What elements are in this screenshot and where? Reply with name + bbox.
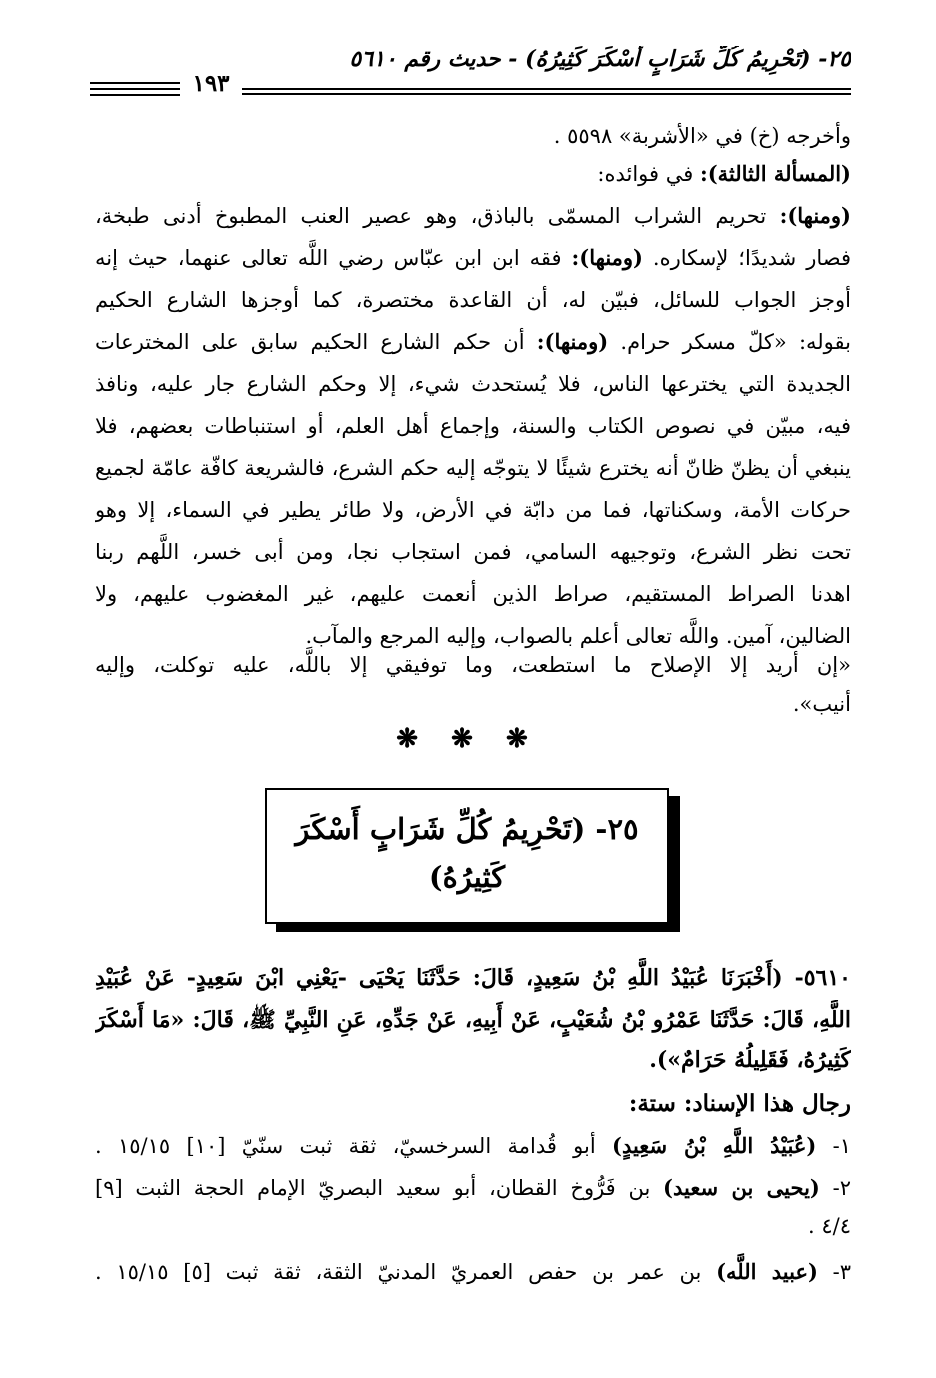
body-line: الجديدة التي يخترعها الناس، فلا يُستحدث شيء، إلا وحكم الشارع جار عليه، ونافذ <box>95 372 851 396</box>
narrator-name: (عُبَيْدُ اللَّهِ بْنُ سَعِيدٍ) <box>612 1133 817 1158</box>
narrator-details: بن فَرُّوخ القطان، أبو سعيد البصريّ الإمام الحجة الثبت [٩] <box>95 1176 664 1200</box>
body-line <box>95 154 851 194</box>
narrator-line <box>95 1252 851 1292</box>
body-line: أنيب». <box>792 692 851 716</box>
body-line: الضالين، آمين. واللَّه تعالى أعلم بالصواب، وإليه المرجع والمآب. <box>305 624 851 648</box>
narrator-name: (يحيى بن سعيد) <box>663 1175 820 1200</box>
body-text: فصار شديدًا؛ لإسكاره. <box>642 246 851 270</box>
body-line: حركات الأمة، وسكناتها، فما من دابّة في الأرض، ولا طائر يطير في السماء، إلا وهو <box>95 498 851 522</box>
narrator-number: ٣- <box>817 1260 851 1284</box>
page-number: ١٩٣ <box>192 70 230 97</box>
narrator-line <box>95 1168 851 1208</box>
body-line <box>95 196 851 236</box>
body-line <box>95 322 851 362</box>
body-text: أن حكم الشارع الحكيم سابق على المخترعات <box>95 330 537 354</box>
page-number-rule <box>90 88 180 90</box>
body-text: في فوائده: <box>597 162 700 186</box>
narrator-number: ١- <box>816 1134 851 1158</box>
hadith-line: اللَّهِ، قَالَ: حَدَّثَنَا عَمْرُو بْنُ شُعَيْبٍ، عَنْ أَبِيهِ، عَنْ جَدِّهِ، عَنِ النَّبِيِّ ﷺ، قَالَ: «مَا أَسْكَرَ <box>95 1007 851 1033</box>
header-rule <box>242 88 851 90</box>
hadith-line: كَثِيرُهُ، فَقَلِيلُهُ حَرَامٌ»). <box>649 1047 851 1073</box>
body-line: اهدنا الصراط المستقيم، صراط الذين أنعمت عليهم، غير المغضوب عليهم، ولا <box>95 582 851 606</box>
narrator-details: أبو قُدامة السرخسيّ، ثقة ثبت سنّيّ [١٠] ١٥/١٥ . <box>95 1134 613 1158</box>
page-number-rule <box>90 94 180 96</box>
body-line <box>95 238 851 278</box>
body-line: «إن أريد إلا الإصلاح ما استطعت، وما توفيقي إلا باللَّه، عليه توكلت، وإليه <box>95 653 851 677</box>
chapter-title-line: كَثِيرُهُ) <box>428 860 506 894</box>
body-text: فقه ابن ابن عبّاس رضي اللَّه تعالى عنهما، حيث إنه <box>95 246 572 270</box>
issue-heading: (المسألة الثالثة): <box>699 161 851 186</box>
running-header: ٢٥- (تَحْرِيمُ كُلِّ شَرَابٍ أَسْكَرَ كَثِيرُهُ) - حديث رقم ٥٦١٠ <box>349 46 851 72</box>
narrator-name: (عبيد اللَّه) <box>716 1259 818 1284</box>
header-rule <box>242 93 851 95</box>
hadith-line: ٥٦١٠- (أَخْبَرَنَا عُبَيْدُ اللَّهِ بْنُ سَعِيدٍ، قَالَ: حَدَّثَنَا يَحْيَى -يَعْنِي ابْنَ سَعِيدٍ- عَنْ عُبَيْدِ <box>95 965 851 991</box>
narrator-line: ٤/٤ . <box>808 1214 851 1238</box>
point-label: (ومنها): <box>536 329 609 354</box>
body-line: فيه، مبيّن في نصوص الكتاب والسنة، وإجماع أهل العلم، أو استنباطات بعضهم، فلا <box>95 414 851 438</box>
point-label: (ومنها): <box>571 245 643 270</box>
body-line: أوجز الجواب للسائل، فبيّن له، أن القاعدة مختصرة، كما أوجزها الشارع الحكيم <box>95 288 851 312</box>
narrator-line <box>95 1126 851 1166</box>
body-text: تحريم الشراب المسمّى بالباذق، وهو عصير العنب المطبوخ أدنى طبخة، <box>95 204 780 228</box>
body-line: تحت نظر الشرع، وتوجيهه السامي، فمن استجاب نجا، ومن أبى خسر، اللَّهم ربنا <box>95 540 851 564</box>
body-text: بقوله: «كلّ مسكر حرام. <box>608 330 851 354</box>
point-label: (ومنها): <box>779 203 851 228</box>
chapter-title-box <box>265 788 669 924</box>
page-number-rule <box>90 82 180 84</box>
narrator-details: بن عمر بن حفص العمريّ المدنيّ الثقة، ثقة ثبت [٥] ١٥/١٥ . <box>95 1260 717 1284</box>
chapter-title-line: ٢٥- (تَحْرِيمُ كُلِّ شَرَابٍ أَسْكَرَ <box>295 812 639 846</box>
section-separator: ❋ ❋ ❋ <box>396 724 540 754</box>
body-line: وأخرجه (خ) في «الأشربة» ٥٥٩٨ . <box>553 124 851 148</box>
body-line: ينبغي أن يظنّ ظانّ أنه يخترع شيئًا لا يتوجّه إليه حكم الشرع، فالشريعة كافّة عامّة لجميع <box>95 456 851 480</box>
narrators-heading: رجال هذا الإسناد: ستة: <box>628 1090 851 1117</box>
narrator-number: ٢- <box>819 1176 851 1200</box>
